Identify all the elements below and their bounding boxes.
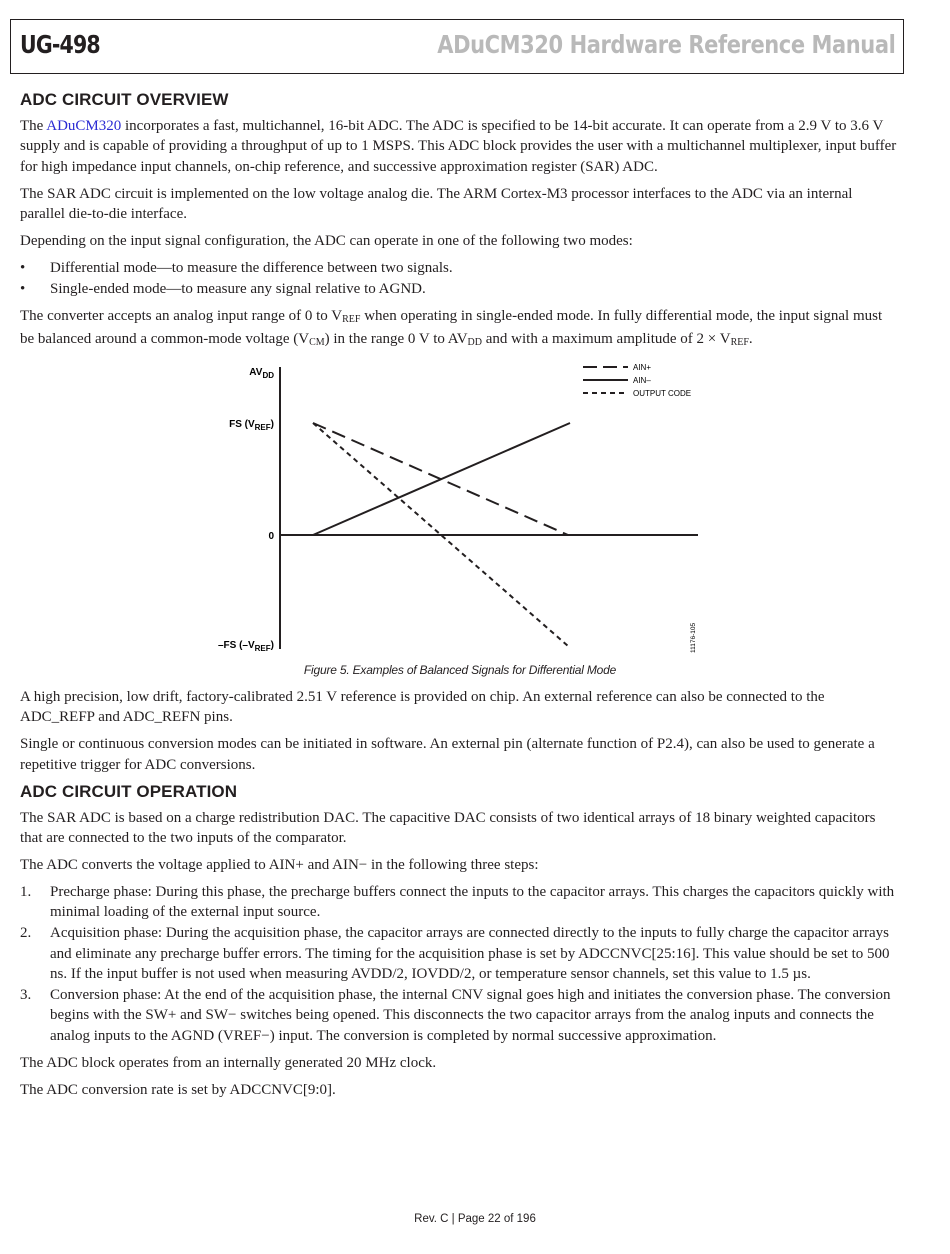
overview-paragraph-6: Single or continuous conversion modes can be initiated in software. An external pin (alternate function of P2.4), can also be used to generate a repetitive trigger for ADC conversions. — [20, 736, 875, 773]
legend-label-ain-minus: AIN– — [633, 376, 651, 386]
list-item — [20, 258, 900, 278]
page-footer: Rev. C | Page 22 of 196 — [414, 1213, 536, 1225]
text-span: incorporates a fast, multichannel, 16-bit ADC. The ADC is specified to be 14-bit accurate. It can operate from a 2.9 V to 3.6 V supply and is capable of providing a throughput of up to 1 MSPS. This ADC block provides the user with a multichannel multiplexer, input buffer for high impedance input channels, on-chip reference, and successive approximation register (SAR) ADC. — [20, 118, 897, 175]
subscript: CM — [309, 336, 325, 348]
y-label-negative-fs: –FS $(-V_{REF})$ — [217, 640, 274, 654]
list-item-text: Conversion phase: At the end of the acquisition phase, the internal CNV signal goes high and initiates the conversion phase. The conversion begins with the SW+ and SW− switches being opened. This disconnects the two capacitor arrays from the analog inputs and connects the analog inputs to the AGND (VREF−) input. The conversion is completed by normal successive approximation. — [50, 986, 891, 1044]
step-number: 2. — [20, 925, 32, 942]
subscript: REF — [730, 336, 749, 348]
document-id: UG-498 — [20, 30, 100, 59]
section-heading-overview: ADC CIRCUIT OVERVIEW — [20, 90, 229, 109]
figure-caption: Figure 5. Examples of Balanced Signals for Differential Mode — [303, 663, 617, 678]
subscript: REF — [342, 314, 361, 326]
text-span: . — [748, 330, 753, 347]
conversion-steps-list — [20, 882, 900, 1046]
operation-paragraph-3: The ADC block operates from an internally generated 20 MHz clock. — [20, 1055, 437, 1072]
legend-label-ain-plus: AIN+ — [633, 363, 652, 373]
overview-paragraph-2: The SAR ADC circuit is implemented on the low voltage analog die. The ARM Cortex-M3 processor interfaces to the ADC via an internal parallel die-to-die interface. — [20, 185, 853, 223]
text-span: when operating in single-ended mode. In fully differential mode, the input signal must be balanced around a common-mode voltage (V — [20, 308, 883, 347]
text-span: The converter accepts an analog input range of 0 to V — [20, 308, 343, 325]
list-item-text: Single-ended mode—to measure any signal relative to AGND. — [50, 280, 426, 297]
step-number: 3. — [20, 986, 32, 1003]
overview-paragraph-3: Depending on the input signal configuration, the ADC can operate in one of the following two modes: — [20, 233, 633, 250]
list-item — [20, 985, 900, 1046]
differential-signal-diagram — [20, 353, 900, 663]
bullet-marker: • — [20, 259, 26, 276]
section-heading-operation: ADC CIRCUIT OPERATION — [20, 781, 238, 801]
document-title: ADuCM320 Hardware Reference Manual — [436, 30, 895, 59]
page-content — [20, 90, 900, 1107]
list-item — [20, 882, 900, 923]
operation-paragraph-2: The ADC converts the voltage applied to AIN+ and AIN− in the following three steps: — [20, 857, 539, 873]
overview-paragraph-4 — [20, 306, 900, 351]
list-item-text: Differential mode—to measure the difference between two signals. — [50, 259, 453, 276]
text-span: ) in the range 0 V to AV — [324, 330, 468, 347]
text-span: and with a maximum amplitude of 2 × V — [482, 330, 731, 347]
bullet-marker: • — [20, 280, 26, 297]
operation-paragraph-1: The SAR ADC is based on a charge redistribution DAC. The capacitive DAC consists of two identical arrays of 18 binary weighted capacitors that are connected to the two inputs of the comparator. — [20, 809, 876, 847]
overview-paragraph-5: A high precision, low drift, factory-calibrated 2.51 V reference is provided on chip. An external reference can also be connected to the ADC_REFP and ADC_REFN pins. — [20, 689, 825, 726]
overview-paragraph-1 — [20, 116, 900, 177]
subscript: DD — [467, 336, 482, 348]
product-link[interactable]: ADuCM320 — [46, 118, 122, 134]
mode-list — [20, 258, 900, 299]
y-label-zero: 0 — [268, 531, 274, 543]
step-number: 1. — [20, 883, 32, 900]
list-item-text: Precharge phase: During this phase, the precharge buffers connect the inputs to the capacitor arrays. This charges the capacitors quickly with minimal loading of the external input source. — [50, 883, 895, 921]
y-label-fs: FS $(V_{REF})$ — [229, 419, 274, 433]
text-span: The — [20, 118, 47, 134]
figure-id: 11176-105 — [690, 622, 697, 654]
list-item-text: Acquisition phase: During the acquisition phase, the capacitor arrays are connected directly to the inputs to fully charge the capacitor arrays and eliminate any precharge buffer errors. The timing for the acquisition phase is set by ADCCNVC[25:16]. This value should be set to 500 ns. If the input buffer is not used when measuring AVDD/2, IOVDD/2, or temperature sensor channels, set this value to 1.5 µs. — [50, 925, 890, 983]
y-label-avdd: $AV_{DD}$ — [249, 367, 274, 381]
operation-paragraph-4: The ADC conversion rate is set by ADCCNVC[9:0]. — [20, 1082, 336, 1099]
legend — [583, 363, 691, 398]
page-header — [10, 19, 904, 74]
differential-signal-figure — [20, 353, 900, 663]
list-item — [20, 923, 900, 984]
legend-label-output-code: OUTPUT CODE — [633, 389, 692, 399]
list-item — [20, 279, 900, 299]
